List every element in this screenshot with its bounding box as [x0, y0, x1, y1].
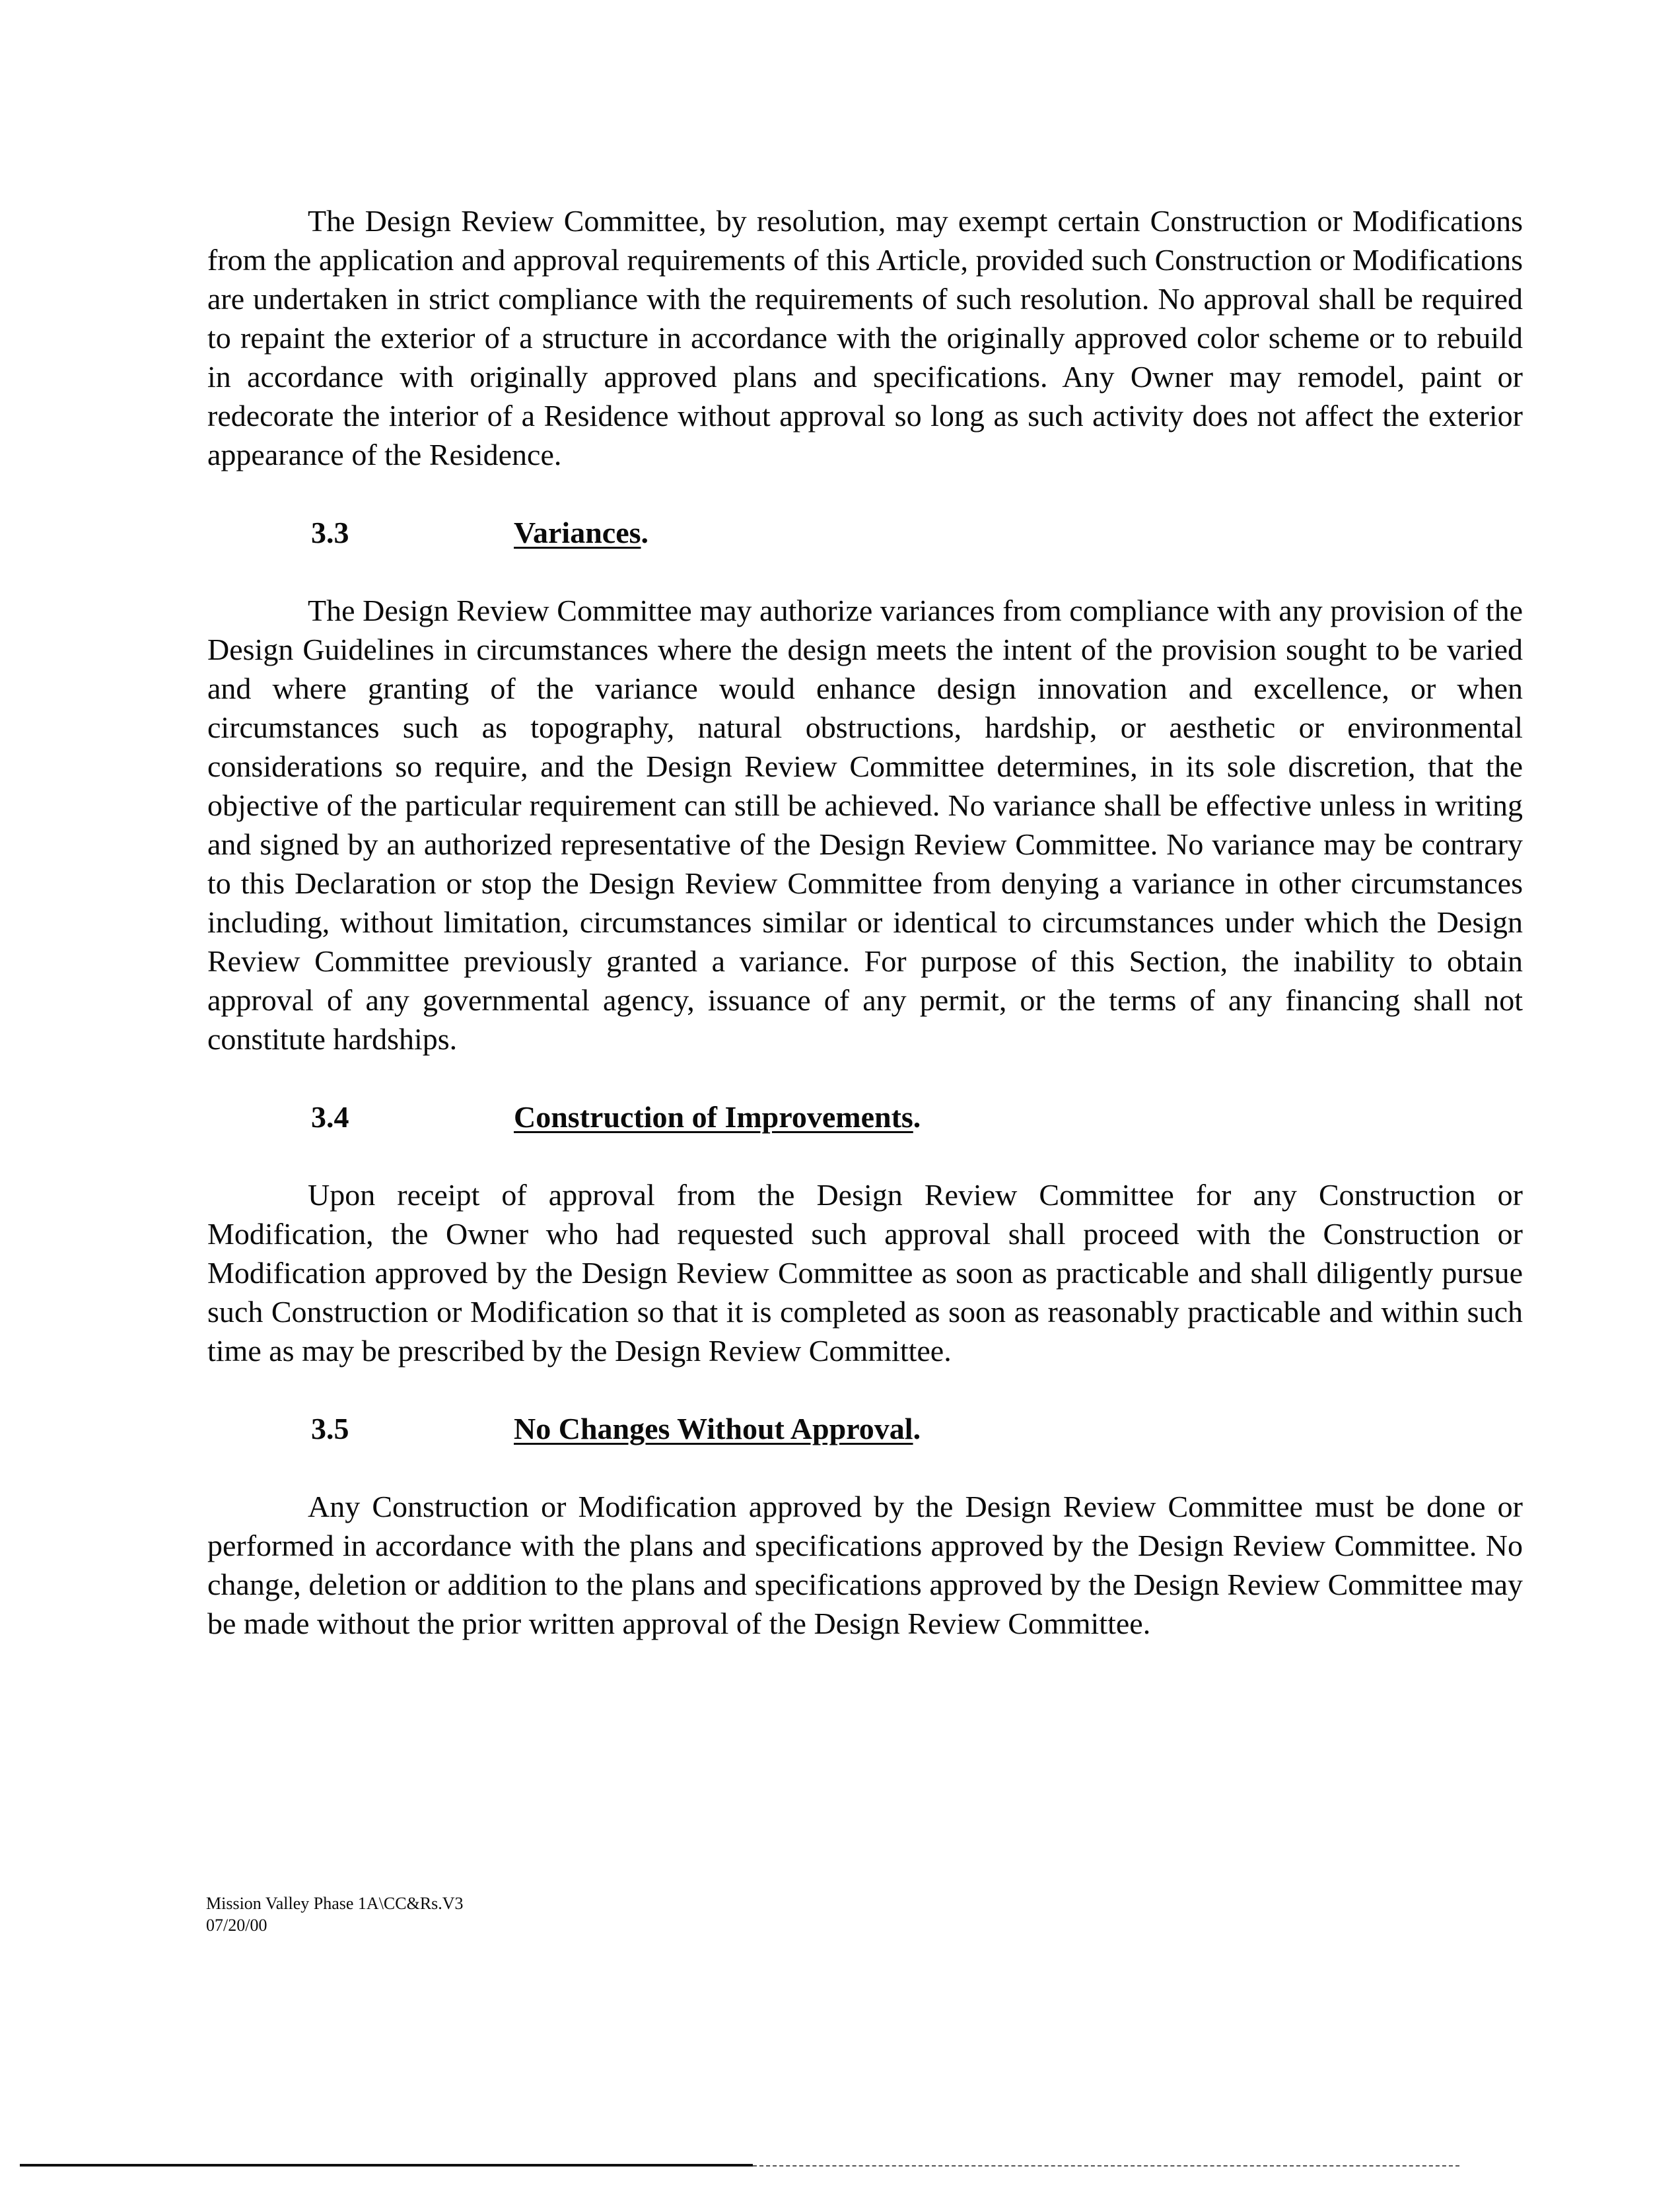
section-title-period: . [913, 1412, 921, 1445]
section-number: 3.3 [311, 516, 349, 549]
section-heading-3-3 [207, 513, 1523, 552]
section-heading-3-4 [207, 1097, 1523, 1136]
paragraph-variances: The Design Review Committee may authorize variances from compliance with any provision of the Design Guidelines in circumstances where the design meets the intent of the provision sought to be varied and where granting of the variance would enhance design innovation and excellence, or when circumstances such as topography, natural obstructions, hardship, or aesthetic or environmental considerations so require, and the Design Review Committee determines, in its sole discretion, that the objective of the particular requirement can still be achieved. No variance shall be effective unless in writing and signed by an authorized representative of the Design Review Committee. No variance may be contrary to this Declaration or stop the Design Review Committee from denying a variance in other circumstances including, without limitation, circumstances similar or identical to circumstances under which the Design Review Committee previously granted a variance. For purpose of this Section, the inability to obtain approval of any governmental agency, issuance of any permit, or the terms of any financing shall not constitute hardships. [207, 594, 1523, 1056]
section-title [514, 1097, 921, 1136]
footer [206, 1892, 464, 1936]
scan-edge-line-faint [753, 2165, 1459, 2167]
footer-date: 07/20/00 [206, 1916, 267, 1935]
footer-doc-ref: Mission Valley Phase 1A\CC&Rs.V3 [206, 1894, 464, 1913]
section-number: 3.4 [311, 1100, 349, 1134]
section-number: 3.5 [311, 1412, 349, 1445]
paragraph-no-changes: Any Construction or Modification approved by the Design Review Committee must be done or performed in accordance with the plans and specifications approved by the Design Review Committee. No change, deletion or addition to the plans and specifications approved by the Design Review Committee may be made without the prior written approval of the Design Review Committee. [207, 1490, 1523, 1640]
paragraph-exemptions: The Design Review Committee, by resolution, may exempt certain Construction or Modifications from the application and approval requirements of this Article, provided such Construction or Modifications are undertaken in strict compliance with the requirements of such resolution. No approval shall be required to repaint the exterior of a structure in accordance with the originally approved color scheme or to rebuild in accordance with originally approved plans and specifications. Any Owner may remodel, paint or redecorate the interior of a Residence without approval so long as such activity does not affect the exterior appearance of the Residence. [207, 204, 1523, 471]
section-title-text: No Changes Without Approval [514, 1412, 913, 1445]
section-title-period: . [641, 516, 649, 549]
section-title-text: Variances [514, 516, 641, 549]
document-body [207, 201, 1523, 1682]
section-title-text: Construction of Improvements [514, 1100, 913, 1134]
section-title [514, 513, 648, 552]
section-title-period: . [913, 1100, 921, 1134]
section-title [514, 1409, 921, 1448]
paragraph-construction: Upon receipt of approval from the Design Review Committee for any Construction or Modification, the Owner who had requested such approval shall proceed with the Construction or Modification approved by the Design Review Committee as soon as practicable and shall diligently pursue such Construction or Modification so that it is completed as soon as reasonably practicable and within such time as may be prescribed by the Design Review Committee. [207, 1178, 1523, 1368]
section-heading-3-5 [207, 1409, 1523, 1448]
scan-edge-line [20, 2164, 753, 2167]
